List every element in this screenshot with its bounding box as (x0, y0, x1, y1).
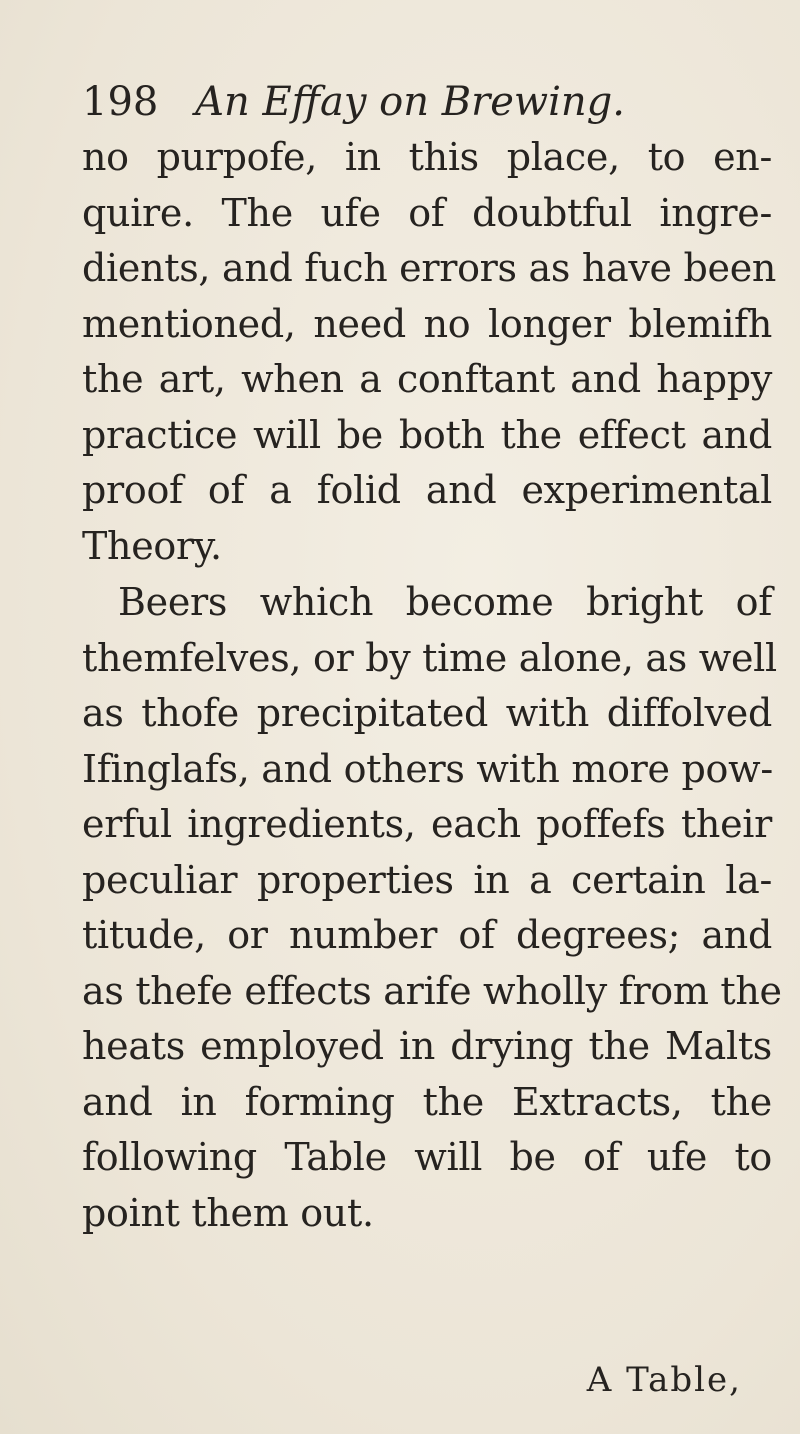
text-line: quire. The ufe of doubtful ingre- (82, 190, 772, 235)
text-line: Ifinglafs, and others with more pow- (82, 746, 773, 791)
text-line: proof of a folid and experimental (82, 468, 772, 512)
paragraph-1 (82, 130, 777, 574)
page-number: 198 (82, 79, 159, 125)
text-line: Beers which become bright of (118, 580, 772, 624)
text-line: heats employed in drying the Malts (82, 1024, 772, 1068)
text-line: peculiar properties in a certain la- (82, 857, 772, 902)
text-line: the art, when a conftant and happy (82, 357, 772, 401)
paragraph-2 (82, 575, 782, 1241)
text-line: erful ingredients, each poffefs their (82, 802, 772, 846)
text-line: Theory. (82, 523, 222, 568)
text-line: and in forming the Extracts, the (82, 1079, 772, 1124)
text-line: point them out. (82, 1190, 374, 1235)
text-line: themfelves, or by time alone, as well (82, 635, 777, 680)
running-head (82, 72, 760, 132)
running-title: An Effay on Brewing. (195, 79, 625, 125)
text-line: titude, or number of degrees; and (82, 913, 772, 957)
text-line: practice will be both the effect and (82, 412, 772, 457)
text-line: dients, and fuch errors as have been (82, 246, 777, 290)
text-line: mentioned, need no longer blemifh (82, 301, 772, 346)
text-line: as thefe effects arife wholly from the (82, 968, 782, 1013)
catchword: A Table, (586, 1360, 742, 1400)
text-line: no purpofe, in this place, to en- (82, 135, 772, 179)
text-line: as thofe precipitated with diffolved (82, 691, 772, 735)
text-line: following Table will be of ufe to (82, 1135, 772, 1179)
